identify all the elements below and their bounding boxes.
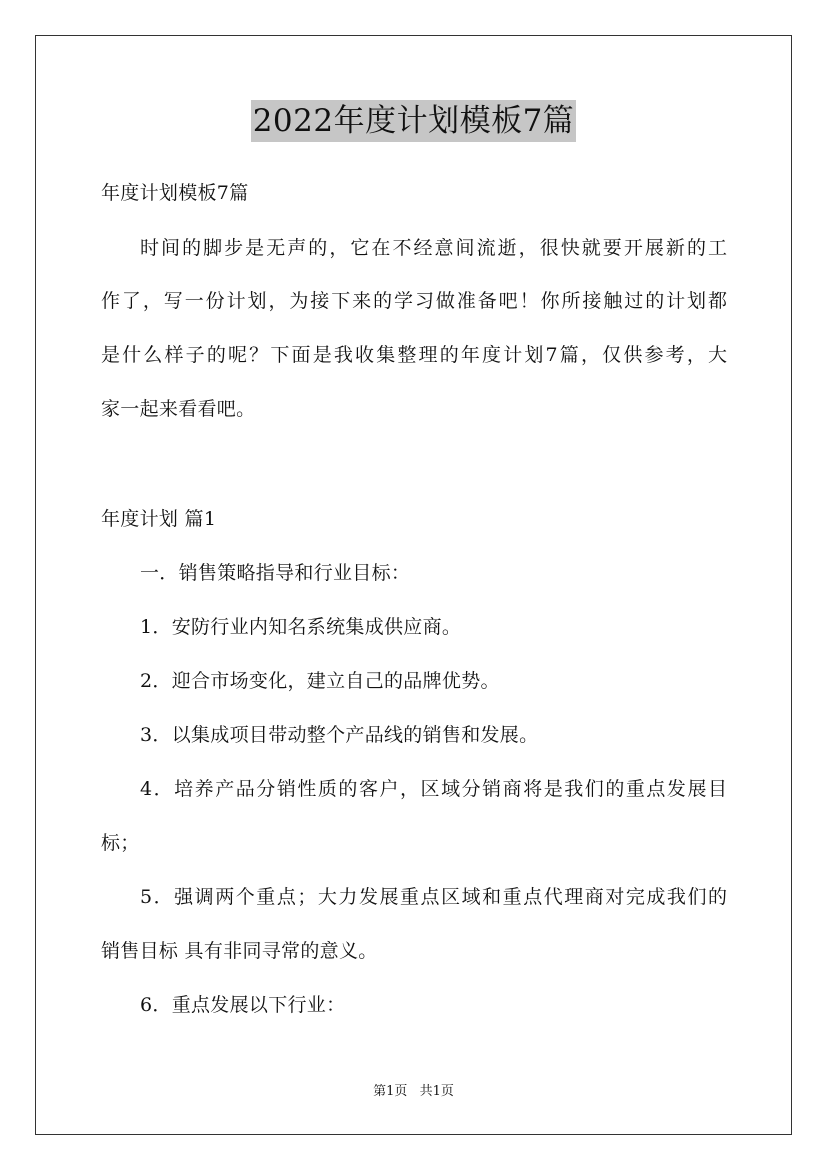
title-container (0, 100, 827, 142)
intro-line-4: 家一起来看看吧。 (101, 398, 256, 420)
intro-line-3: 是什么样子的呢？下面是我收集整理的年度计划7篇，仅供参考，大 (101, 344, 727, 366)
item-5-line-1: 5．强调两个重点；大力发展重点区域和重点代理商对完成我们的 (140, 886, 727, 908)
item-4-line-2: 标； (101, 832, 140, 854)
item-5-line-2: 销售目标 具有非同寻常的意义。 (101, 940, 378, 962)
item-strategy-heading: 一．销售策略指导和行业目标： (140, 562, 411, 584)
intro-line-1: 时间的脚步是无声的，它在不经意间流逝，很快就要开展新的工 (140, 237, 727, 259)
item-4-line-1: 4．培养产品分销性质的客户，区域分销商将是我们的重点发展目 (140, 778, 727, 800)
item-6: 6．重点发展以下行业： (140, 994, 346, 1016)
document-subtitle: 年度计划模板7篇 (101, 182, 249, 204)
page-total: 共1页 (419, 1084, 454, 1099)
section-heading: 年度计划 篇1 (101, 508, 217, 530)
item-3: 3．以集成项目带动整个产品线的销售和发展。 (140, 724, 539, 746)
page-footer (0, 1084, 827, 1100)
intro-line-2: 作了，写一份计划，为接下来的学习做准备吧！你所接触过的计划都 (101, 290, 727, 312)
document-title: 2022年度计划模板7篇 (251, 100, 577, 142)
item-2: 2．迎合市场变化，建立自己的品牌优势。 (140, 670, 500, 692)
item-1: 1．安防行业内知名系统集成供应商。 (140, 616, 462, 638)
page-number: 第1页 (373, 1084, 408, 1099)
